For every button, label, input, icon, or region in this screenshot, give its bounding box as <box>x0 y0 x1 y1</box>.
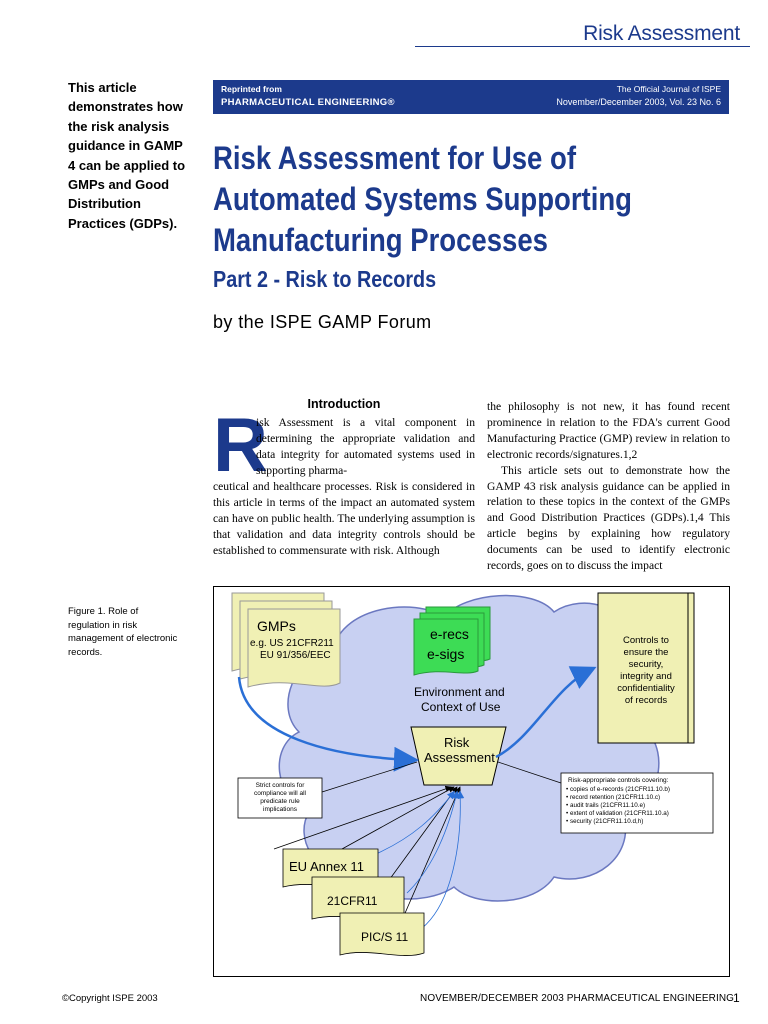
risk-controls-item: • security (21CFR11.10.d,h) <box>566 818 644 825</box>
figure-caption: Figure 1. Role of regulation in risk management of electronic records. <box>68 606 178 658</box>
paragraph: This article sets out to demonstrate how the GAMP 43 risk analysis guidance can be applied in relation to these topics in the context of the GMPs and Good Distribution Practices (GDPs).1,4 This article begins by explaining how regulatory documents can be used to identify electronic records, goes on to discuss the impact <box>487 463 730 573</box>
controls-document <box>598 593 694 743</box>
reprinted-label: Reprinted from <box>221 84 282 94</box>
title-line: Risk Assessment for Use of <box>213 140 576 176</box>
header-rule <box>415 46 750 47</box>
body-text-col1: ceutical and healthcare processes. Risk is considered in this article in terms of the impact an automated system can have on public health. The underlying assumption is that validation and data integrity controls should be established to commensurate with risk. Although <box>213 480 475 557</box>
section-title: Risk Assessment <box>583 22 740 45</box>
gmps-title: GMPs <box>257 618 296 634</box>
erecs-label: e-recs <box>430 626 469 642</box>
body-text-col2 <box>487 399 730 574</box>
figure-diagram <box>214 587 731 978</box>
controls-line: security, <box>628 659 664 670</box>
assessment-label: Assessment <box>424 750 495 765</box>
body-text-col1-top: isk Assessment is a vital component in determining the appropriate validation and data integrity for automated systems used in supporting pharma- <box>256 416 475 477</box>
eu-annex-label: EU Annex 11 <box>289 859 364 874</box>
risk-label: Risk <box>444 735 470 750</box>
risk-controls-item: • extent of validation (21CFR11.10.a) <box>566 810 669 817</box>
cfr11-label: 21CFR11 <box>327 894 378 908</box>
controls-line: ensure the <box>623 647 669 658</box>
pics-label: PIC/S 11 <box>361 930 409 944</box>
page-number: 1 <box>733 991 740 1005</box>
title-line: Automated Systems Supporting <box>213 181 632 217</box>
risk-controls-item: • copies of e-records (21CFR11.10.b) <box>566 786 670 793</box>
risk-controls-item: • record retention (21CFR11.10.c) <box>566 794 661 801</box>
gmps-document-stack <box>232 593 340 687</box>
journal-banner <box>213 80 729 114</box>
article-title <box>213 138 729 261</box>
strict-line: Strict controls for <box>255 782 305 789</box>
title-line: Manufacturing Processes <box>213 222 548 258</box>
paragraph: the philosophy is not new, it has found recent prominence in relation to the FDA's current Good Manufacturing Practice (GMP) review in relation to electronic records/signatures.1,2 <box>487 400 730 461</box>
context-label: Context of Use <box>421 700 501 714</box>
drop-cap: R <box>213 403 268 488</box>
controls-line: integrity and <box>620 671 672 682</box>
controls-line: of records <box>624 695 668 706</box>
strict-controls-box <box>238 778 322 818</box>
journal-tagline: The Official Journal of ISPE <box>616 84 721 94</box>
article-subtitle: Part 2 - Risk to Records <box>213 266 437 292</box>
strict-line: predicate rule <box>260 798 300 805</box>
strict-line: compliance will all <box>253 790 307 797</box>
risk-controls-item: • audit trails (21CFR11.10.e) <box>566 802 646 809</box>
controls-line: Controls to <box>623 635 669 646</box>
erecs-stack <box>414 607 490 675</box>
esigs-label: e-sigs <box>427 646 465 662</box>
risk-controls-box <box>561 773 713 833</box>
environment-label: Environment and <box>414 685 505 699</box>
intro-heading: Introduction <box>307 397 381 411</box>
strict-line: implications <box>263 806 297 813</box>
copyright: ©Copyright ISPE 2003 <box>62 993 158 1004</box>
figure-1 <box>213 586 730 977</box>
issue-info: November/December 2003, Vol. 23 No. 6 <box>556 97 721 107</box>
publication-name: PHARMACEUTICAL ENGINEERING® <box>221 97 395 108</box>
byline: by the ISPE GAMP Forum <box>213 312 432 332</box>
pics-document <box>340 913 424 956</box>
gmps-example-eu: EU 91/356/EEC <box>260 650 331 661</box>
footer-journal: NOVEMBER/DECEMBER 2003 PHARMACEUTICAL ENGINEERING <box>420 993 735 1004</box>
risk-controls-title: Risk-appropriate controls covering: <box>568 777 669 784</box>
side-intro: This article demonstrates how the risk analysis guidance in GAMP 4 can be applied to GMPs and Good Distribution Practices (GDPs). <box>68 80 186 231</box>
gmps-example-us: e.g. US 21CFR211 <box>250 638 334 649</box>
controls-line: confidentiality <box>617 683 675 694</box>
